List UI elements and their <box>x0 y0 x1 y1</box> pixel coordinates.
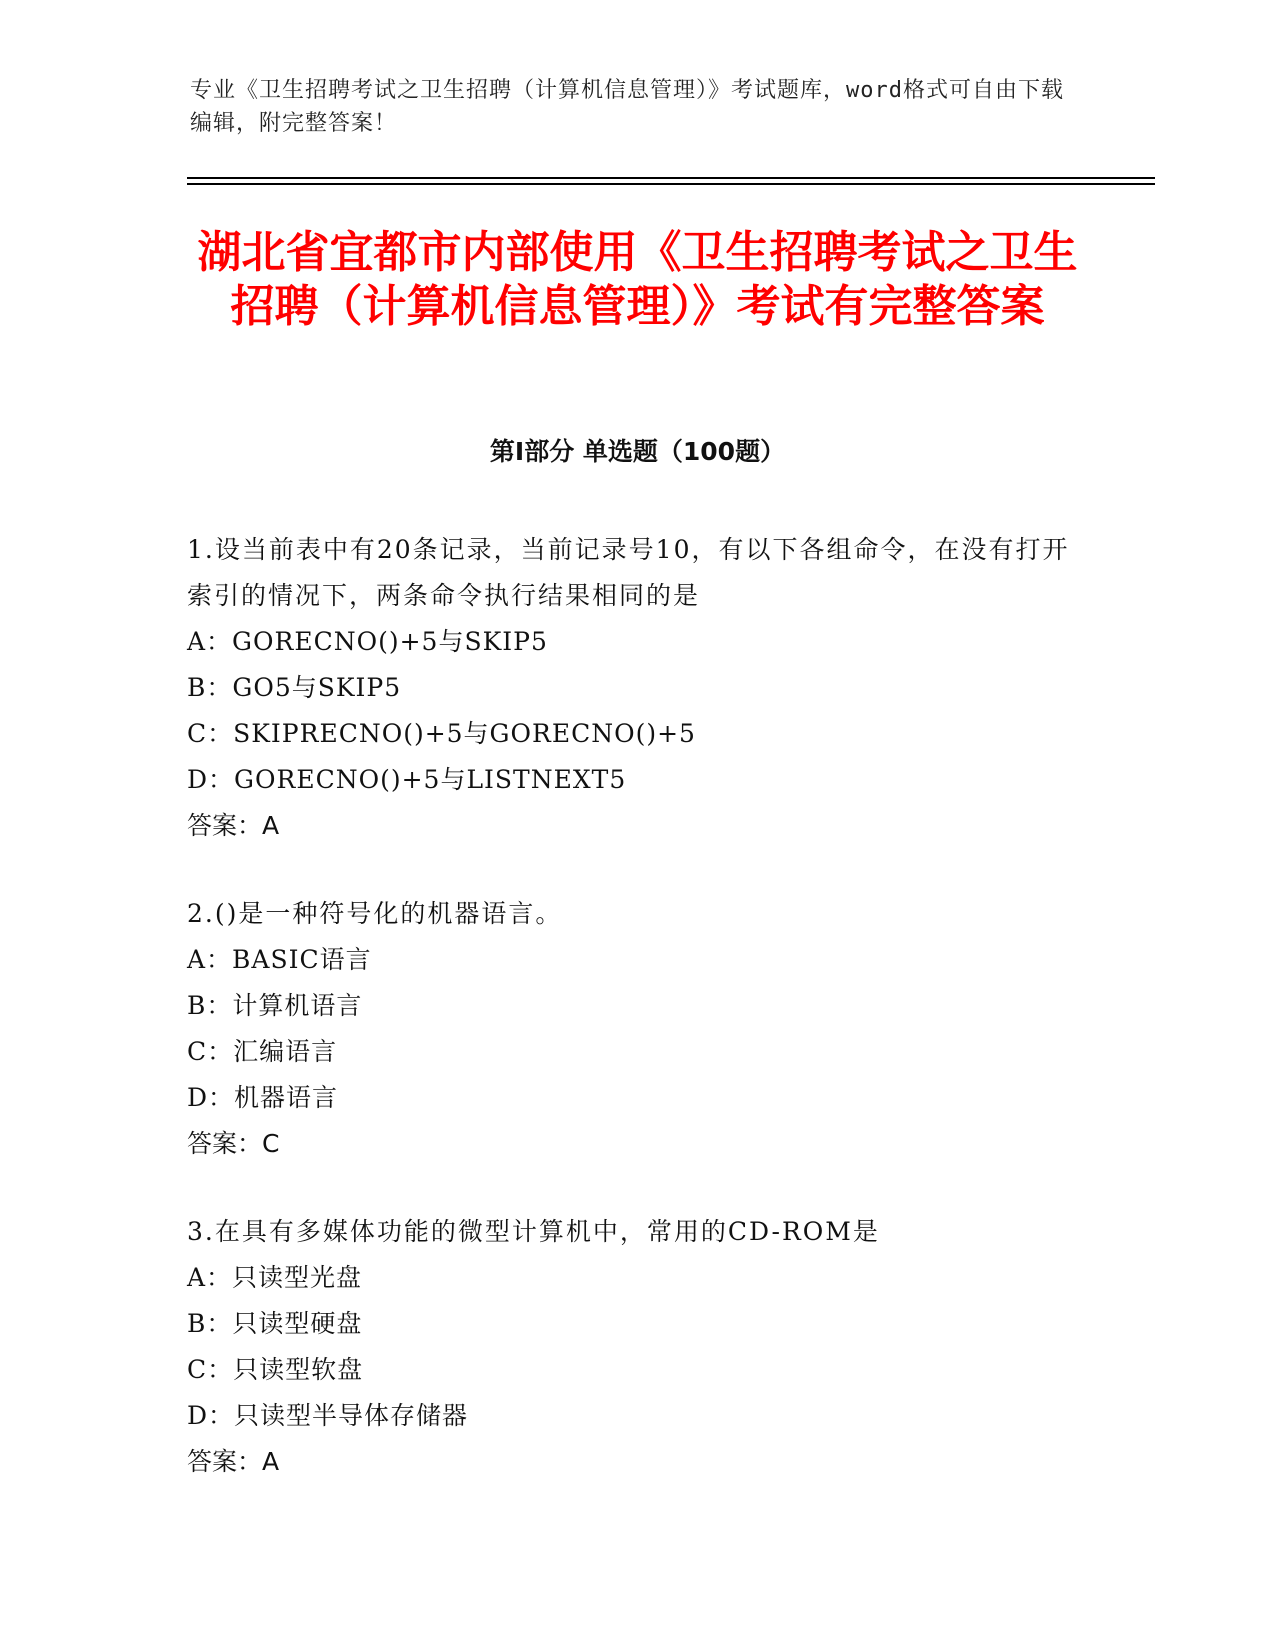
answer-label: 答案： <box>187 811 263 840</box>
answer-label: 答案： <box>187 1129 263 1158</box>
answer-line <box>187 803 1087 849</box>
option-d: D：机器语言 <box>187 1083 339 1112</box>
option-d: D：GORECNO()+5与LISTNEXT5 <box>187 765 627 794</box>
question-item <box>187 527 1087 849</box>
header-note: 专业《卫生招聘考试之卫生招聘（计算机信息管理）》考试题库，word格式可自由下载编辑，附完整答案！ <box>190 78 1064 136</box>
question-item <box>187 891 1087 1167</box>
answer-line <box>187 1121 1087 1167</box>
header-rule-top <box>187 177 1155 179</box>
question-item <box>187 1209 1087 1485</box>
option-a: A：只读型光盘 <box>187 1263 363 1292</box>
option-c: C：汇编语言 <box>187 1037 338 1066</box>
option-c: C：SKIPRECNO()+5与GORECNO()+5 <box>187 719 696 748</box>
answer-value: A <box>262 811 280 840</box>
option-a: A：GORECNO()+5与SKIP5 <box>187 627 548 656</box>
question-stem: 2.()是一种符号化的机器语言。 <box>187 899 563 928</box>
answer-line <box>187 1439 1087 1485</box>
answer-value: C <box>262 1129 280 1158</box>
option-b: B：计算机语言 <box>187 991 363 1020</box>
answer-value: A <box>262 1447 280 1476</box>
section-heading: 第Ⅰ部分 单选题（100题） <box>489 437 786 466</box>
option-d: D：只读型半导体存储器 <box>187 1401 469 1430</box>
question-stem: 1.设当前表中有20条记录，当前记录号10，有以下各组命令，在没有打开索引的情况下，两条命令执行结果相同的是 <box>187 535 1070 610</box>
option-c: C：只读型软盘 <box>187 1355 364 1384</box>
question-stem: 3.在具有多媒体功能的微型计算机中，常用的CD-ROM是 <box>187 1217 880 1246</box>
option-b: B：GO5与SKIP5 <box>187 673 402 702</box>
answer-label: 答案： <box>187 1447 263 1476</box>
question-list <box>187 527 1087 1527</box>
option-b: B：只读型硬盘 <box>187 1309 363 1338</box>
header-rule-bottom <box>187 183 1155 185</box>
document-title: 湖北省宜都市内部使用《卫生招聘考试之卫生招聘（计算机信息管理）》考试有完整答案 <box>197 227 1078 332</box>
option-a: A：BASIC语言 <box>187 945 372 974</box>
